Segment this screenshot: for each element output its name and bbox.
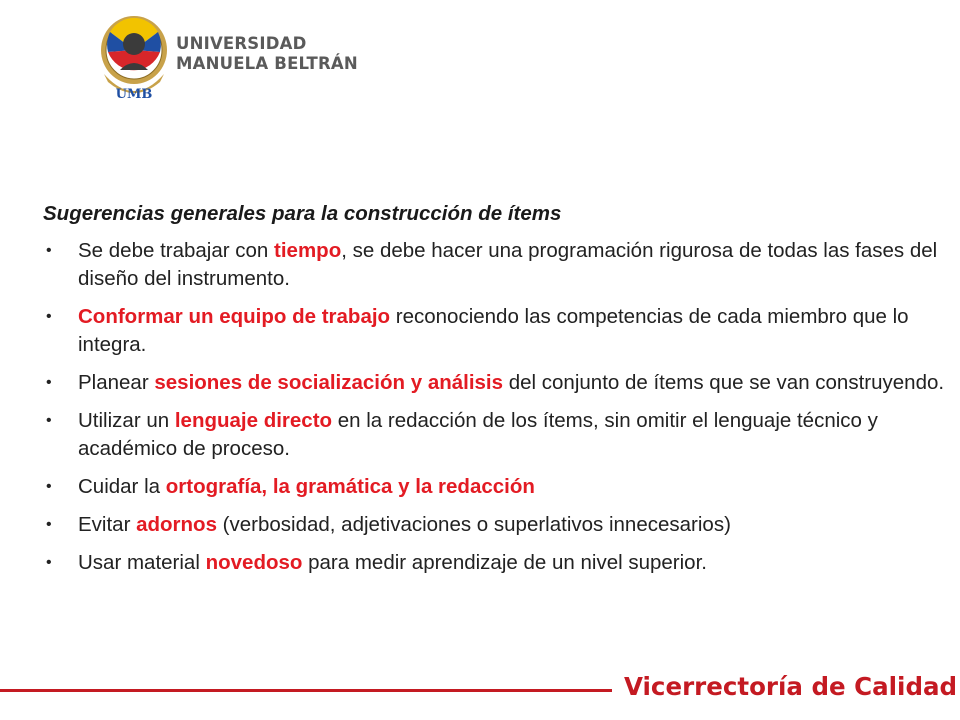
bullet-dot-icon: • [46, 516, 52, 533]
highlighted-text: tiempo [274, 239, 342, 262]
bullet-dot-icon: • [46, 412, 52, 429]
logo-wordmark [176, 34, 358, 74]
bullet-dot-icon: • [46, 374, 52, 391]
footer-label: Vicerrectoría de Calidad [624, 672, 958, 701]
bullet-text: reconociendo las competencias de cada miembro que lo integra. [78, 305, 909, 356]
highlighted-text: lenguaje directo [174, 409, 333, 432]
bullet-text: (verbosidad, adjetivaciones o superlativos innecesarios) [216, 513, 731, 536]
bullet-text: Cuidar la [78, 475, 166, 498]
bullet-text: Planear [78, 371, 155, 394]
highlighted-text: adornos [136, 513, 217, 536]
bullet-text: Usar material [78, 551, 206, 574]
footer-divider [0, 689, 612, 692]
bullet-dot-icon: • [46, 554, 52, 571]
bullet-item [43, 369, 958, 397]
bullet-list [43, 237, 958, 577]
bullet-text: Evitar [78, 513, 137, 536]
bullet-item [43, 237, 958, 293]
bullet-text: , se debe hacer una programación rigurosa de todas las fases del diseño del instrumento. [78, 239, 938, 290]
bullet-text: del conjunto de ítems que se van construyendo. [503, 371, 945, 394]
bullet-text: Utilizar un [78, 409, 175, 432]
bullet-item [43, 511, 958, 539]
bullet-text: en la redacción de los ítems, sin omitir el lenguaje técnico y académico de proceso. [78, 409, 878, 460]
bullet-item [43, 549, 958, 577]
highlighted-text: ortografía, la gramática y la redacción [165, 475, 535, 498]
highlighted-text: Conformar un equipo de trabajo [78, 305, 391, 328]
bullet-text: para medir aprendizaje de un nivel superior. [302, 551, 707, 574]
logo-line-1: UNIVERSIDAD [176, 34, 307, 53]
university-seal-icon [98, 12, 170, 102]
highlighted-text: novedoso [205, 551, 303, 574]
university-logo [98, 12, 358, 104]
slide-heading: Sugerencias generales para la construcción de ítems [43, 202, 562, 225]
bullet-dot-icon: • [46, 478, 52, 495]
slide-content [43, 200, 958, 587]
seal-label: UMB [115, 87, 153, 102]
bullet-item [43, 407, 958, 463]
highlighted-text: sesiones de socialización y análisis [154, 371, 504, 394]
bullet-item [43, 473, 958, 501]
bullet-dot-icon: • [46, 242, 52, 259]
logo-line-2: MANUELA BELTRÁN [176, 54, 358, 73]
bullet-item [43, 303, 958, 359]
bullet-text: Se debe trabajar con [78, 239, 275, 262]
bullet-dot-icon: • [46, 308, 52, 325]
